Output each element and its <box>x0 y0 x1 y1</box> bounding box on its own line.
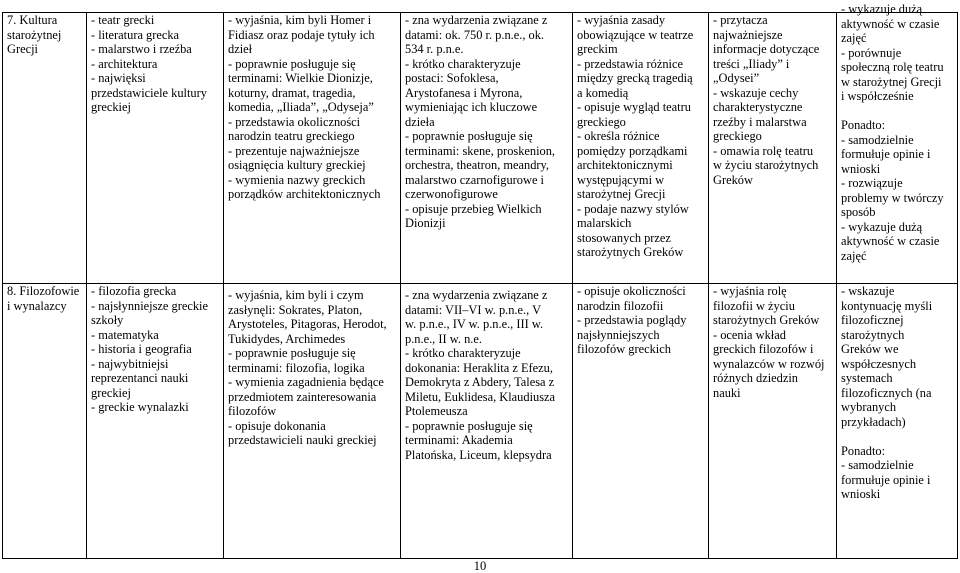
topic-cell <box>3 13 87 284</box>
table-row <box>3 284 958 559</box>
extended-requirements-text: - zna wydarzenia związane z datami: ok. 750 r. p.n.e., ok. 534 r. p.n.e. - krótko charakteryzuje postaci: Sofoklesa, Arystofanesa i Myrona, wymieniając ich kluczowe dzieła - poprawnie posługuje się terminami: skene, proskenion, orchestra, theatron, meandry, malarstwo czarnofigurowe i czerwonofigurowe - opisuje przebieg Wielkich Dionizji <box>405 13 556 230</box>
topic-text: 8. Filozofowie i wynalazcy <box>7 284 80 313</box>
exceeding-requirements-cell <box>709 13 837 284</box>
basic-requirements-text: - wyjaśnia, kim byli i czym zasłynęli: Sokrates, Platon, Arystoteles, Pitagoras, Herodot, Tukidydes, Archimedes - poprawnie posługuje się terminami: filozofia, logika - wymienia zagadnienia będące przedmiotem zainteresowania filozofów - opisuje dokonania przedstawicieli nauki greckiej <box>228 288 387 447</box>
page-number: 10 <box>473 559 487 573</box>
attitudes-cell <box>837 284 958 559</box>
exceeding-requirements-text: - wyjaśnia rolę filozofii w życiu starożytnych Greków - ocenia wkład greckich filozofów i wynalazców w rozwój różnych dziedzin nauki <box>713 284 825 400</box>
extended-requirements-text: - zna wydarzenia związane z datami: VII–VI w. p.n.e., V w. p.n.e., IV w. p.n.e., III w. p.n.e., II w. n.e. - krótko charakteryzuje dokonania: Heraklita z Efezu, Demokryta z Abdery, Talesa z Miletu, Euklidesa, Klaudiusza Ptolemeusza - poprawnie posługuje się terminami: Akademia Platońska, Liceum, klepsydra <box>405 288 556 462</box>
content-text: - teatr grecki - literatura grecka - malarstwo i rzeźba - architektura - najwięksi przedstawiciele kultury greckiej <box>91 13 207 114</box>
content-cell <box>87 13 224 284</box>
basic-requirements-cell <box>224 284 401 559</box>
content-text: - filozofia grecka - najsłynniejsze greckie szkoły - matematyka - historia i geografia - najwybitniejsi reprezentanci nauki greckiej - greckie wynalazki <box>91 284 208 414</box>
complete-requirements-cell <box>573 13 709 284</box>
attitudes-text: - wskazuje kontynuację myśli filozoficznej starożytnych Greków we współczesnych systemach filozoficznych (na wybranych przykładach) Ponadto: - samodzielnie formułuje opinie i wnioski <box>841 284 933 501</box>
complete-requirements-text: - opisuje okoliczności narodzin filozofii - przedstawia poglądy najsłynniejszych filozofów greckich <box>577 284 687 356</box>
extended-requirements-cell <box>401 284 573 559</box>
topic-text: 7. Kultura starożytnej Grecji <box>7 13 62 56</box>
attitudes-cell <box>837 2 958 284</box>
table-row <box>3 13 958 284</box>
curriculum-table <box>2 2 958 559</box>
exceeding-requirements-text: - przytacza najważniejsze informacje dotyczące treści „Iliady” i „Odysei” - wskazuje cechy charakterystyczne rzeźby i malarstwa greckiego - omawia rolę teatru w życiu starożytnych Greków <box>713 13 820 187</box>
basic-requirements-text: - wyjaśnia, kim byli Homer i Fidiasz oraz podaje tytuły ich dzieł - poprawnie posługuje się terminami: Wielkie Dionizje, koturny, dramat, tragedia, komedia, „Iliada”, „Odyseja” - przedstawia okoliczności narodzin teatru greckiego - prezentuje najważniejsze osiągnięcia kultury greckiej - wymienia nazwy greckich porządków architektonicznych <box>228 13 381 201</box>
complete-requirements-cell <box>573 284 709 559</box>
extended-requirements-cell <box>401 13 573 284</box>
content-cell <box>87 284 224 559</box>
topic-cell <box>3 284 87 559</box>
attitudes-text: - wykazuje dużą aktywność w czasie zajęć - porównuje społeczną rolę teatru w starożytnej Grecji i współcześnie Ponadto: - samodzielnie formułuje opinie i wnioski - rozwiązuje problemy w twórczy sposób - wykazuje dużą aktywność w czasie zajęć <box>841 2 944 263</box>
basic-requirements-cell <box>224 13 401 284</box>
complete-requirements-text: - wyjaśnia zasady obowiązujące w teatrze greckim - przedstawia różnice między grecką tragedią a komedią - opisuje wygląd teatru greckiego - określa różnice pomiędzy porządkami architektonicznymi występującymi w starożytnej Grecji - podaje nazwy stylów malarskich stosowanych przez starożytnych Greków <box>577 13 694 259</box>
exceeding-requirements-cell <box>709 284 837 559</box>
